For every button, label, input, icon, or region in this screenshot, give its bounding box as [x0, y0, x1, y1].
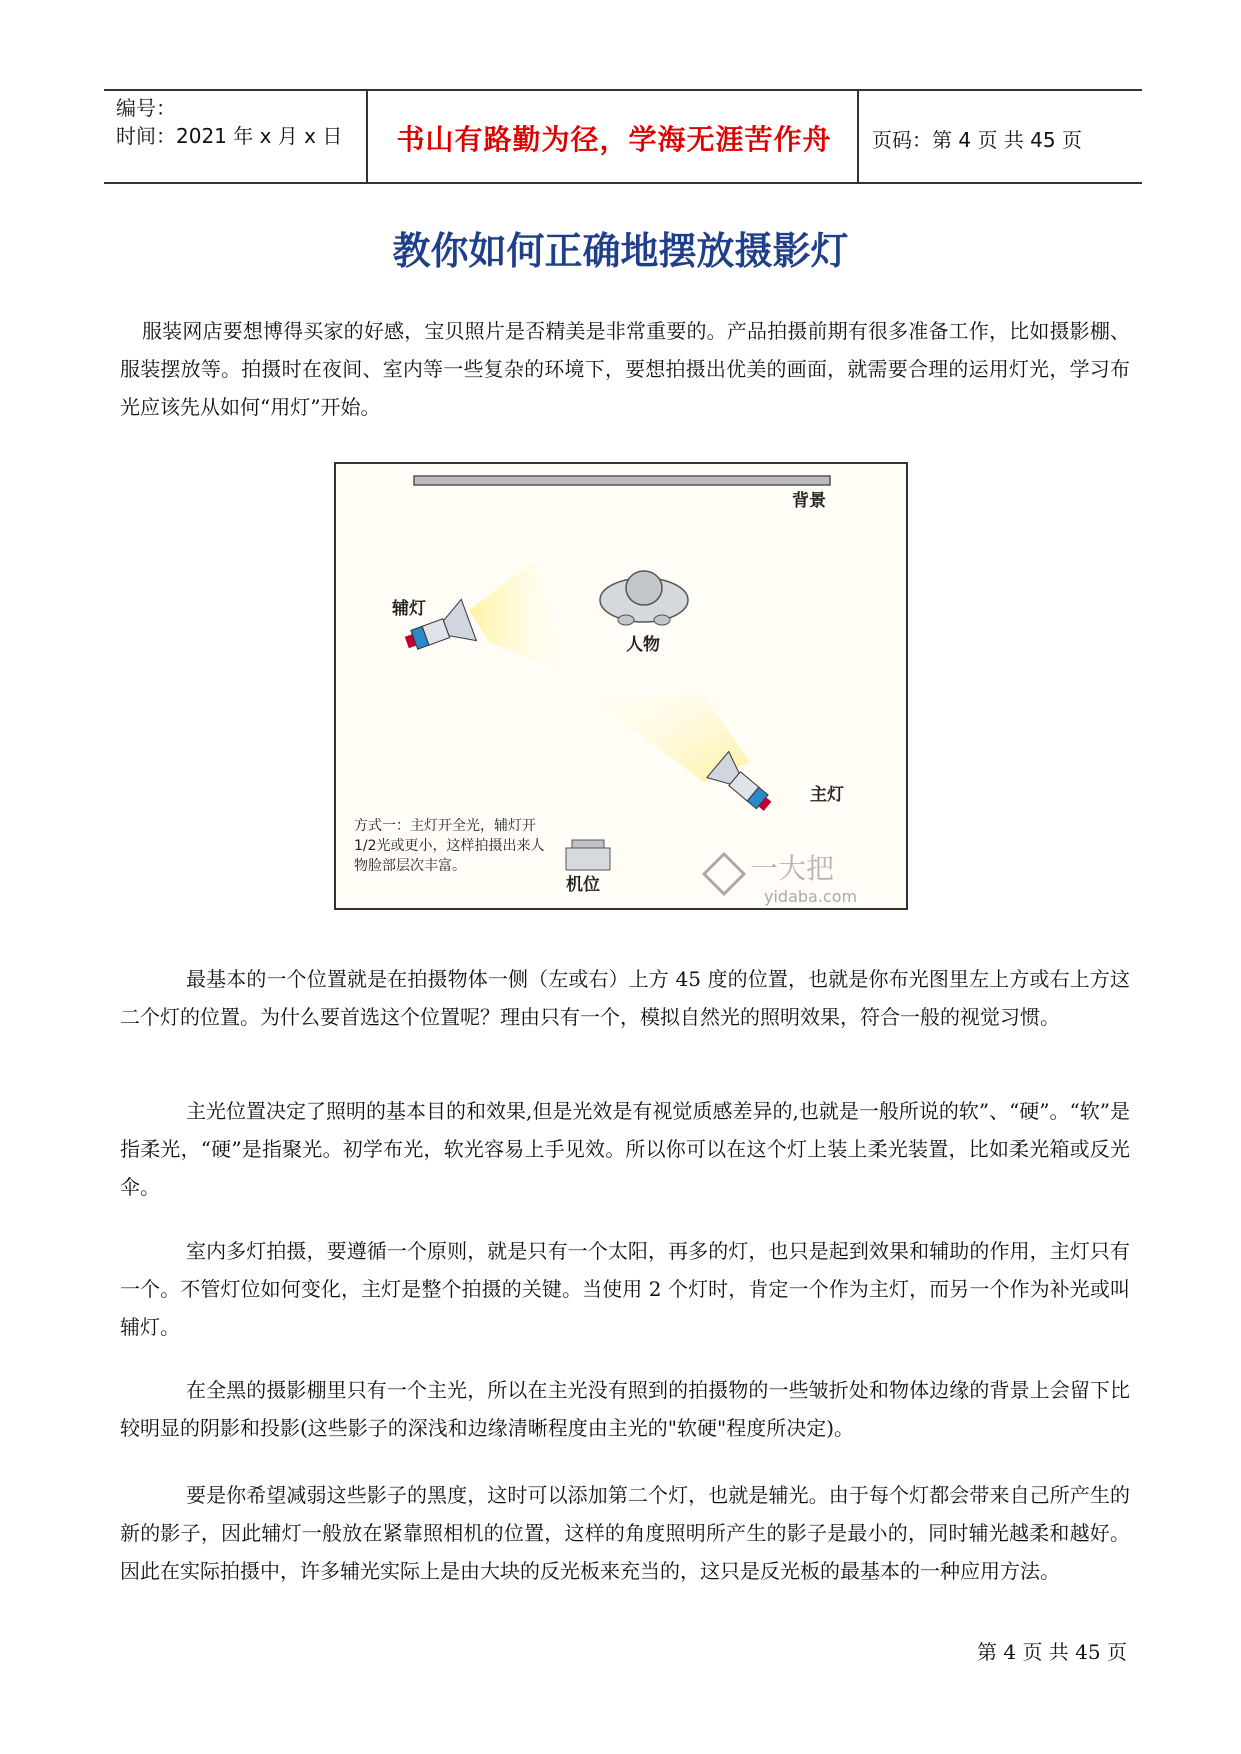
- fill-light-label: 辅灯: [392, 599, 426, 619]
- header-page-number: 页码：第 4 页 共 45 页: [872, 128, 1082, 152]
- header-bottom-rule: [104, 182, 1142, 184]
- header-divider-left: [366, 90, 368, 183]
- body-text: 最基本的一个位置就是在拍摄物体一侧（左或右）上方 45 度的位置，也就是你布光图里左上方或右上方这二个灯的位置。为什么要首选这个位置呢？理由只有一个，模拟自然光的照明效果，符合一般的视觉习惯。: [120, 967, 1130, 1029]
- watermark-brand: 一大把: [750, 852, 835, 885]
- camera-icon: [566, 840, 610, 870]
- body-paragraph-2: [120, 1092, 1130, 1206]
- header-number: 编号：: [116, 96, 176, 120]
- main-light-label: 主灯: [810, 785, 844, 805]
- diagram-caption-line-3: 物脸部层次丰富。: [354, 858, 466, 874]
- body-paragraph-4: [120, 1371, 1130, 1447]
- camera-label: 机位: [566, 875, 600, 895]
- body-text: 主光位置决定了照明的基本目的和效果,但是光效是有视觉质感差异的,也就是一般所说的软”、“硬”。“软”是指柔光，“硬”是指聚光。初学布光，软光容易上手见效。所以你可以在这个灯上装上柔光装置，比如柔光箱或反光伞。: [120, 1099, 1130, 1199]
- lighting-diagram: [334, 462, 908, 910]
- header-top-rule: [104, 89, 1142, 91]
- intro-text: 服装网店要想博得买家的好感，宝贝照片是否精美是非常重要的。产品拍摄前期有很多准备工作，比如摄影棚、服装摆放等。拍摄时在夜间、室内等一些复杂的环境下，要想拍摄出优美的画面，就需要合理的运用灯光，学习布光应该先从如何“用灯”开始。: [120, 319, 1130, 419]
- intro-paragraph: [120, 312, 1130, 426]
- body-text: 在全黑的摄影棚里只有一个主光，所以在主光没有照到的拍摄物的一些皱折处和物体边缘的背景上会留下比较明显的阴影和投影(这些影子的深浅和边缘清晰程度由主光的"软硬"程度所决定)。: [120, 1378, 1130, 1440]
- header-meta: [116, 94, 342, 150]
- body-paragraph-3: [120, 1232, 1130, 1346]
- body-paragraph-5: [120, 1476, 1130, 1590]
- header-time: 时间：2021 年 x 月 x 日: [116, 124, 343, 148]
- backdrop-bar: [414, 476, 830, 485]
- header-motto: 书山有路勤为径，学海无涯苦作舟: [396, 123, 832, 156]
- diagram-caption-line-1: 方式一：主灯开全光，辅灯开: [354, 818, 536, 834]
- backdrop-label: 背景: [792, 491, 826, 511]
- page-title: 教你如何正确地摆放摄影灯: [392, 228, 849, 273]
- diagram-caption-line-2: 1/2光或更小，这样拍摄出来人: [354, 838, 545, 854]
- body-text: 要是你希望减弱这些影子的黑度，这时可以添加第二个灯，也就是辅光。由于每个灯都会带来自己所产生的新的影子，因此辅灯一般放在紧靠照相机的位置，这样的角度照明所产生的影子是最小的，同时辅光越柔和越好。因此在实际拍摄中，许多辅光实际上是由大块的反光板来充当的，这只是反光板的最基本的一种应用方法。: [120, 1483, 1130, 1583]
- watermark-url: yidaba.com: [764, 887, 858, 906]
- footer-page-number: 第 4 页 共 45 页: [977, 1640, 1127, 1664]
- body-text: 室内多灯拍摄，要遵循一个原则，就是只有一个太阳，再多的灯，也只是起到效果和辅助的作用，主灯只有一个。不管灯位如何变化，主灯是整个拍摄的关键。当使用 2 个灯时，肯定一个作为主灯，而另一个作为补光或叫辅灯。: [120, 1239, 1130, 1339]
- body-paragraph-1: [120, 960, 1130, 1036]
- subject-label: 人物: [626, 635, 660, 655]
